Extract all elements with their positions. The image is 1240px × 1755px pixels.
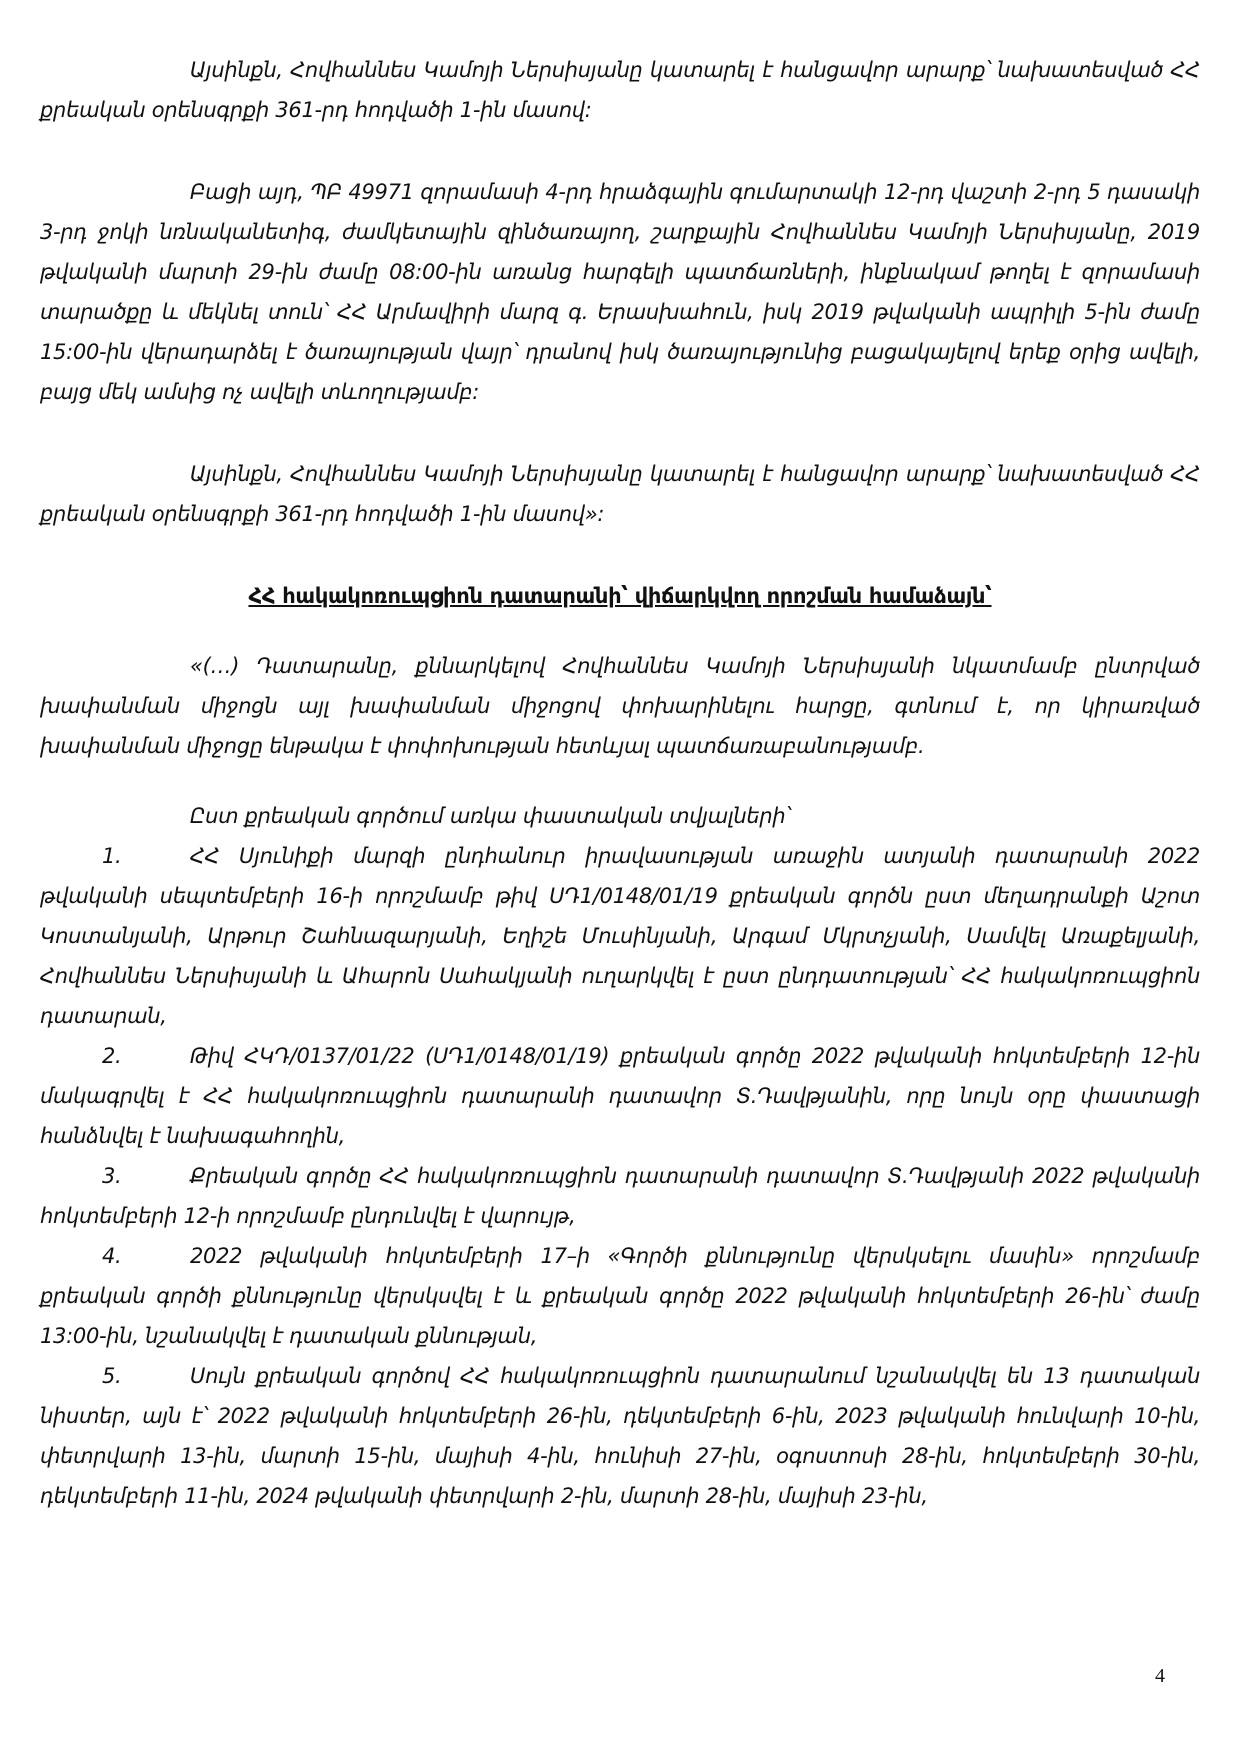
paragraph-conclusion-1: Այսինքն, Հովհաննես Կամոյի Ներսիսյանը կատարել է հանցավոր արարք՝ նախատեսված ՀՀ քրեական օրենսգրքի 361-րդ հոդվածի 1-ին մասով: (40, 58, 1200, 122)
paragraph-facts: Բացի այդ, ՊԲ 49971 զորամասի 4-րդ հրաձգային գումարտակի 12-րդ վաշտի 2-րդ 5 դասակի 3-րդ ջոկի նռնականետիգ, ժամկետային զինծառայող, շարքային Հովհաննես Կամոյի Ներսիսյանը, 2019 թվականի մարտի 29-ին ժամը 08:00-ին առանց հարգելի պատճառների, ինքնակամ թողել է զորամասի տարածքը և մեկնել տուն՝ ՀՀ Արմավիրի մարզ գ. Երասխահուն, իսկ 2019 թվականի ապրիլի 5-ին ժամը 15:00-ին վերադարձել է ծառայության վայր՝ դրանով իսկ ծառայությունից բացակայելով երեք օրից ավելի, բայց մեկ ամսից ոչ ավելի տևողությամբ: (40, 180, 1200, 404)
page-number: 4 (1155, 1665, 1165, 1687)
list-item (40, 836, 1200, 1036)
list-item (40, 1236, 1200, 1356)
list-item-text: ՀՀ Սյունիքի մարզի ընդհանուր իրավասության առաջին ատյանի դատարանի 2022 թվականի սեպտեմբերի 16-ի որոշմամբ թիվ ՍԴ1/0148/01/19 քրեական գործն ըստ մեղադրանքի Աշոտ Կոստանյանի, Արթուր Շահնազարյանի, Եղիշե Մուսինյանի, Արգամ Մկրտչյանի, Սամվել Առաքելյանի, Հովհաննես Ներսիսյանի և Ահարոն Սահակյանի ուղարկվել է ըստ ընդդատության՝ ՀՀ հակակոռուպցիոն դատարան, (40, 844, 1200, 1028)
document-page (40, 50, 1200, 1516)
list-item-text: Սույն քրեական գործով ՀՀ հակակոռուպցիոն դատարանում նշանակվել են 13 դատական նիստեր, այն է՝ 2022 թվականի հոկտեմբերի 26-ին, դեկտեմբերի 6-ին, 2023 թվականի հունվարի 10-ին, փետրվարի 13-ին, մարտի 15-ին, մայիսի 4-ին, հունիսի 27-ին, օգոստոսի 28-ին, հոկտեմբերի 30-ին, դեկտեմբերի 11-ին, 2024 թվականի փետրվարի 2-ին, մարտի 28-ին, մայիսի 23-ին, (40, 1364, 1200, 1508)
list-item-number: 2. (102, 1044, 122, 1068)
paragraph-conclusion-2: Այսինքն, Հովհաննես Կամոյի Ներսիսյանը կատարել է հանցավոր արարք՝ նախատեսված ՀՀ քրեական օրենսգրքի 361-րդ հոդվածի 1-ին մասով»: (40, 462, 1200, 526)
spacer (40, 616, 1200, 646)
spacer (40, 412, 1200, 454)
list-item-number: 1. (102, 844, 122, 868)
spacer (40, 534, 1200, 576)
section-heading: ՀՀ հակակոռուպցիոն դատարանի՝ վիճարկվող որոշման համաձայն՝ (248, 584, 992, 608)
list-item-number: 4. (102, 1244, 122, 1268)
list-item-text: Թիվ ՀԿԴ/0137/01/22 (ՍԴ1/0148/01/19) քրեական գործը 2022 թվականի հոկտեմբերի 12-ին մակագրվել է ՀՀ հակակոռուպցիոն դատարանի դատավոր Տ.Դավթյանին, որը նույն օրը փաստացի հանձնվել է նախագահողին, (40, 1044, 1200, 1148)
list-item-text: 2022 թվականի հոկտեմբերի 17–ի «Գործի քննությունը վերսկսելու մասին» որոշմամբ քրեական գործի քննությունը վերսկսվել է և քրեական գործը 2022 թվականի հոկտեմբերի 26-ին՝ ժամը 13:00-ին, նշանակվել է դատական քննության, (40, 1244, 1200, 1348)
spacer (40, 130, 1200, 172)
list-item-number: 5. (102, 1364, 122, 1388)
paragraph-court-quote: «(…) Դատարանը, քննարկելով Հովհաննես Կամոյի Ներսիսյանի նկատմամբ ընտրված խափանման միջոցն այլ խափանման միջոցով փոխարինելու հարցը, գտնում է, որ կիրառված խափանման միջոցը ենթակա է փոփոխության հետևյալ պատճառաբանությամբ. (40, 654, 1200, 758)
list-item (40, 1036, 1200, 1156)
paragraph-facts-intro: Ըստ քրեական գործում առկա փաստական տվյալների՝ (190, 804, 791, 828)
spacer (40, 766, 1200, 796)
list-item (40, 1356, 1200, 1516)
list-item-number: 3. (102, 1164, 122, 1188)
list-item (40, 1156, 1200, 1236)
list-item-text: Քրեական գործը ՀՀ հակակոռուպցիոն դատարանի դատավոր Տ.Դավթյանի 2022 թվականի հոկտեմբերի 12-ի որոշմամբ ընդունվել է վարույթ, (40, 1164, 1200, 1228)
